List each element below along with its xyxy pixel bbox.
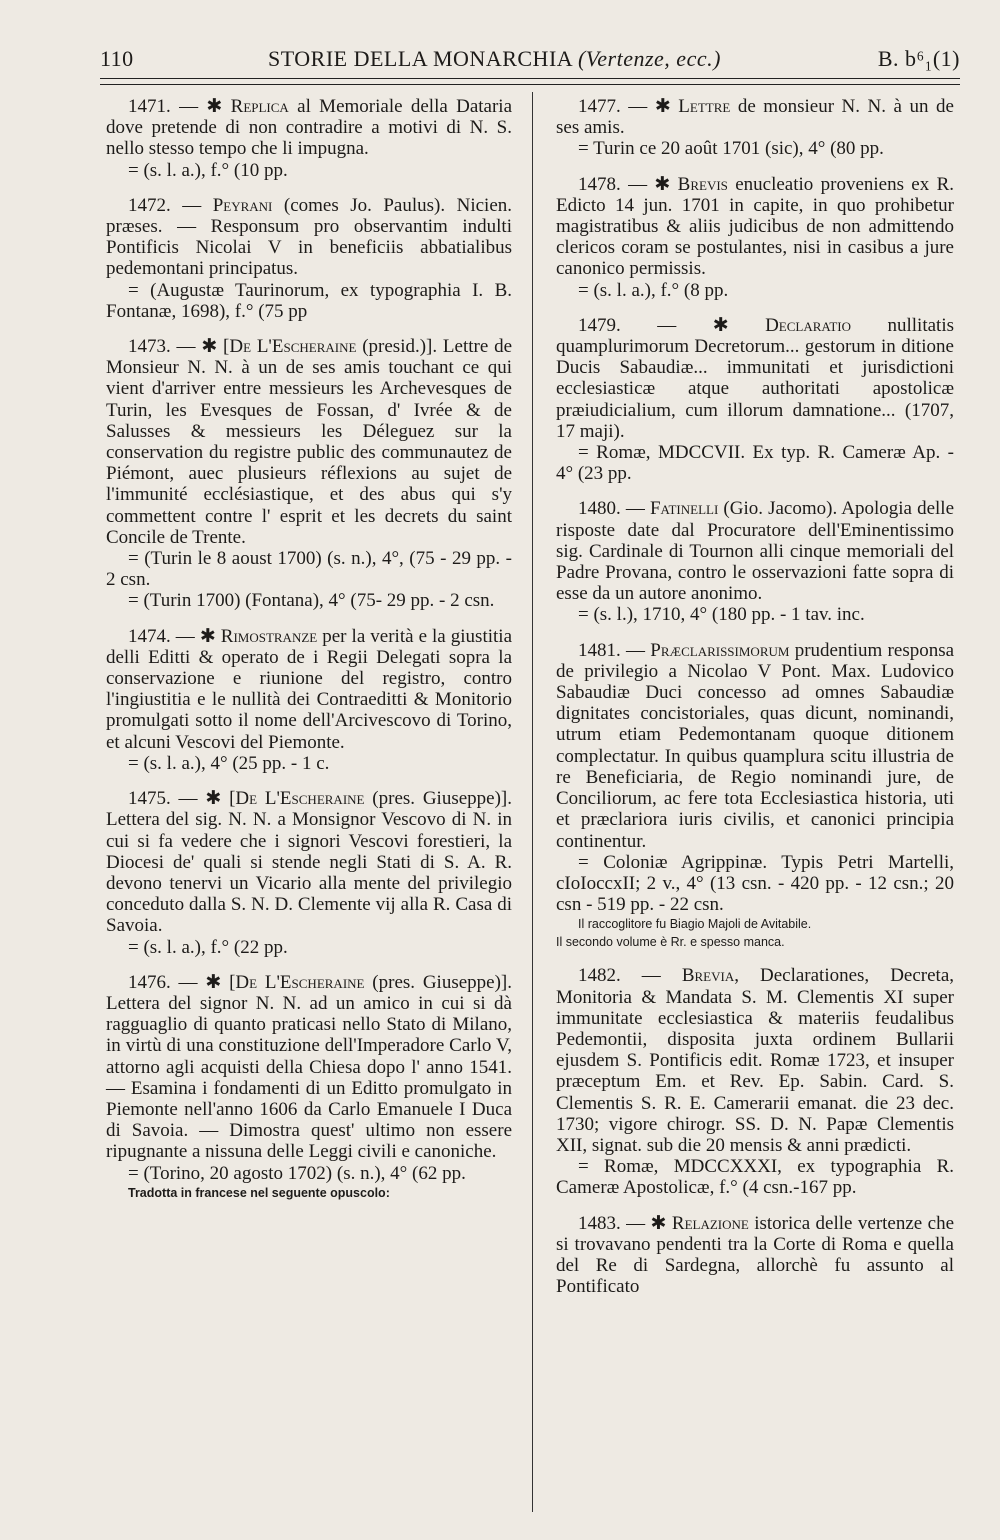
entry-heading: De L'Escheraine	[229, 336, 357, 358]
right-column	[556, 96, 954, 1311]
entry-1471	[106, 96, 512, 181]
entry-number: 1474. — ✱	[128, 625, 216, 647]
entry-number: 1476. — ✱ [	[128, 971, 236, 993]
entry-text: , Declarationes, Decreta, Monitoria & Mandata S. M. Clementis XI super immunitate ecclesiastica & materiis feudalibus Pedemontii, disposita juxta ordinem Bullarii ejusdem S. Pontificis edit. Romæ 1723, et insuper præceptum Em. et Rev. Ep. Sabin. Card. S. Clementis S. R. E. Camerarii emanat. die 23 dec. 1730; vigore chirogr. SS. D. N. Papæ Clementis XII, signat. sub die 20 mensis & anni prædicti.	[556, 965, 955, 1156]
entry-1479	[556, 315, 954, 485]
entry-body	[106, 96, 512, 160]
entry-heading: Fatinelli	[649, 498, 719, 520]
entry-heading: Peyrani	[212, 194, 273, 216]
entry-edition: = (Augustæ Taurinorum, ex typographia I. B. Fontanæ, 1698), f.° (75 pp	[106, 279, 512, 322]
entry-heading: Lettre	[678, 96, 731, 117]
entry-1475	[106, 788, 512, 958]
entry-text: (Gio. Jacomo). Apologia delle risposte date dal Procuratore dell'Eminentissimo sig. Cardinale di Tournon alli cinque memoriali del Padre Provana, contro le osservazioni fatte sopra di esse da un autore anonimo.	[556, 498, 955, 605]
entry-number: 1478. — ✱	[578, 173, 671, 195]
entry-body	[106, 195, 512, 280]
entry-heading: Relazione	[671, 1212, 749, 1234]
entry-edition: = (Torino, 20 agosto 1702) (s. n.), 4° (62 pp.	[128, 1162, 466, 1184]
entry-body	[556, 498, 954, 604]
page-number: 110	[100, 46, 134, 71]
entry-text: (presid.)]. Lettre de Monsieur N. N. à un de ses amis touchant ce qui vient d'arriver entre messieurs les Archevesques de Turin, les Evesques de Fossan, d' Ivrée & de Salusses & messieurs les Déleguez sur la conservation du registre public des communautez de Piémont, auec plusieurs réflexions au sujet de l'immunité ecclésiastique, et des abus qui s'y commettent contre l' esprit et les decrets du saint Concile de Trente.	[106, 336, 513, 548]
entry-body	[556, 174, 954, 280]
entry-number: 1481. —	[578, 639, 646, 661]
entry-edition: = Romæ, MDCCVII. Ex typ. R. Cameræ Ap. - 4° (23 pp.	[556, 442, 954, 485]
entry-heading: Præclarissimorum	[650, 639, 790, 661]
entry-text: (pres. Giuseppe)]. Lettera del sig. N. N. a Monsignor Vescovo di N. in cui si fa vedere che i signori Vescovi forestieri, la Diocesi de' quali si stende negli Stati di S. A. R. devono tenervi un Vicario alla mente del privilegio conceduto dalla S. N. D. Clemente vij alla R. Casa di Savoia.	[106, 788, 513, 937]
entry-text: nullitatis quamplurimorum Decretorum... gestorum in ditione Ducis Sabaudiæ... immunitati et jurisdictioni ecclesiasticæ atque authoritati apostolicæ præiudicialium, cum illorum damnatione... (1707, 17 maji).	[556, 314, 954, 442]
entry-1472	[106, 195, 512, 322]
entry-body	[106, 788, 512, 936]
entry-body	[106, 336, 512, 548]
entry-number: 1477. — ✱	[578, 96, 671, 117]
entry-body	[556, 965, 954, 1156]
entry-body	[106, 626, 512, 753]
entry-body	[106, 972, 512, 1163]
entry-text: de monsieur N. N. à un de ses amis.	[556, 96, 954, 139]
entry-1478	[556, 174, 954, 301]
entry-number: 1480. —	[578, 498, 645, 520]
entry-number: 1471. — ✱	[128, 96, 223, 117]
entry-text: prudentium responsa de privilegio a Nicolao V Pont. Max. Ludovico Sabaudiæ Duci concesso ad omnes Sabaudiæ dignitates concistoriales, quas dicunt, nominandi, utrum etiam Pedemontanam quoque ditionem complectatur. In quibus quamplura scitu illustria de re Beneficiaria, de Regio nominandi jure, de Conciliorum, ac fere tota Ecclesiastica historia, uti et præclariora iuris civilis, et canonici principia continentur.	[556, 639, 955, 852]
entry-number: 1483. — ✱	[578, 1212, 667, 1234]
entry-edition: = (s. l. a.), f.° (8 pp.	[578, 279, 729, 301]
running-title-sub: (Vertenze, ecc.)	[577, 46, 721, 71]
entry-heading: Replica	[230, 96, 289, 117]
entry-number: 1475. — ✱ [	[128, 788, 236, 810]
entry-1473	[106, 336, 512, 612]
entry-edition: = Romæ, MDCCXXXI, ex typographia R. Cameræ Apostolicæ, f.° (4 csn.-167 pp.	[556, 1156, 954, 1199]
entry-text: al Memoriale della Dataria dove pretende di non contradire a motivi di N. S. nello stesso tempo che li impugna.	[106, 96, 513, 160]
entry-text: (comes Jo. Paulus). Nicien. præses. — Responsum pro observantim indulti Pontificis Nicolai V in beneficiis abbatialibus pedemontani principatus.	[106, 194, 512, 280]
entry-note	[556, 915, 954, 951]
entry-number: 1479. — ✱	[578, 314, 729, 336]
entry-body	[556, 315, 954, 442]
entry-edition: = (s. l. a.), f.° (22 pp.	[128, 936, 288, 958]
entry-edition: = (s. l. a.), f.° (10 pp.	[128, 159, 288, 181]
entry-number: 1472. —	[128, 194, 202, 216]
entry-note-line: Il raccoglitore fu Biagio Majoli de Avitabile.	[578, 917, 812, 932]
entry-body	[556, 96, 954, 138]
entry-1480	[556, 498, 954, 625]
entry-1483	[556, 1213, 954, 1298]
entry-heading: Declaratio	[765, 314, 852, 336]
entry-heading: Rimostranze	[220, 625, 318, 647]
entry-1482	[556, 965, 954, 1198]
entry-edition: = Turin ce 20 août 1701 (sic), 4° (80 pp.	[578, 138, 884, 160]
entry-note-line: Il secondo volume è Rr. e spesso manca.	[556, 935, 785, 950]
running-header	[100, 42, 960, 78]
entry-1477	[556, 96, 954, 160]
entry-body	[556, 640, 954, 852]
entry-text: per la verità e la giustitia delli Editti & operato de i Regii Delegati sopra la conservazione e riunione del registro, contro l'ingiustitia e le nullità dei Contraeditti & Monitorio promulgati sotto il nome dell'Arcivescovo di Torino, et alcuni Vescovi del Piemonte.	[106, 625, 512, 753]
entry-1481	[556, 640, 954, 952]
signature-mark: B. b⁶₁(1)	[877, 46, 960, 71]
entry-body	[556, 1213, 954, 1298]
entry-1476	[106, 972, 512, 1202]
entry-heading: Brevis	[677, 173, 728, 195]
entry-number: 1482. —	[578, 965, 661, 987]
entry-text: enucleatio proveniens ex R. Edicto 14 jun. 1701 in capite, in quo prohibetur magistratibus & aliis judicibus de non admittendo clericos coram se postulantes, nisi in casibus a jure canonico permissis.	[556, 173, 954, 280]
entry-text: istorica delle vertenze che si trovavano pendenti tra la Corte di Roma e quella del Re di Sardegna, allorchè fu assunto al Pontificato	[556, 1212, 954, 1298]
entry-edition: = Coloniæ Agrippinæ. Typis Petri Martelli, cIoIoccxII; 2 v., 4° (13 csn. - 420 pp. - 12 csn.; 20 csn - 519 pp. - 22 csn.	[556, 851, 954, 916]
entry-1474	[106, 626, 512, 774]
entry-number: 1473. — ✱ [	[128, 336, 230, 358]
left-column	[106, 96, 512, 1216]
entry-edition: = (s. l.), 1710, 4° (180 pp. - 1 tav. inc.	[578, 604, 865, 626]
entry-edition: = (s. l. a.), 4° (25 pp. - 1 c.	[128, 752, 330, 774]
running-title	[268, 46, 721, 72]
running-title-main: STORIE DELLA MONARCHIA	[268, 46, 572, 71]
entry-heading: De L'Escheraine	[235, 971, 365, 993]
entry-heading: De L'Escheraine	[235, 788, 365, 810]
entry-edition: = (Turin le 8 aoust 1700) (s. n.), 4°, (75 - 29 pp. - 2 csn.	[106, 548, 512, 591]
column-divider	[532, 92, 533, 1512]
header-rule	[100, 78, 960, 85]
entry-edition: = (Turin 1700) (Fontana), 4° (75- 29 pp. - 2 csn.	[128, 590, 495, 612]
entry-heading: Brevia	[681, 965, 735, 987]
entry-text: (pres. Giuseppe)]. Lettera del signor N. N. ad un amico in cui si dà ragguaglio di quanto praticasi nello Stato di Milano, in virtù di una constituzione dell'Imperadore Carlo V, attorno agli acquisti della Chiesa dopo l' anno 1541. — Esamina i fondamenti di un Editto promulgato in Piemonte nell'anno 1606 da Carlo Emanuele I Duca di Savoia. — Dimostra quest' ultimo non essere ripugnante a nissuna delle Leggi civili e canoniche.	[106, 971, 513, 1163]
entry-note: Tradotta in francese nel seguente opuscolo:	[128, 1185, 390, 1200]
